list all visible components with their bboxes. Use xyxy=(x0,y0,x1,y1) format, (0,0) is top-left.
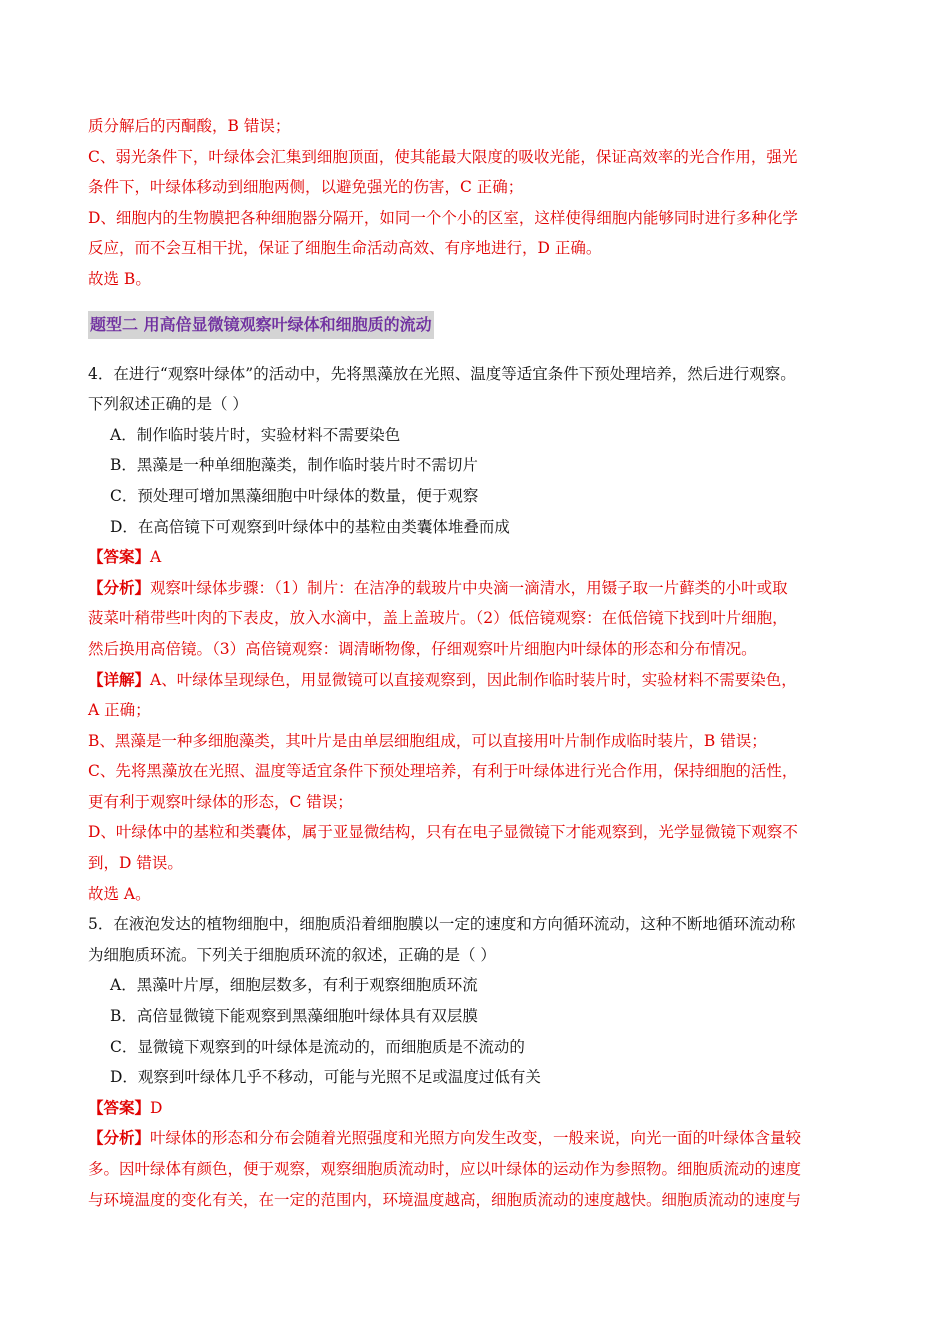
previous-explanation xyxy=(88,111,870,295)
question-5 xyxy=(88,909,870,1215)
detail-text: 到，D 错误。 xyxy=(88,854,183,873)
option-d: D．观察到叶绿体几乎不移动，可能与光照不足或温度过低有关 xyxy=(110,1068,541,1087)
answer-tag: 【答案】 xyxy=(88,547,151,567)
conclusion-line: 故选 B。 xyxy=(88,269,151,288)
detail-text: A、叶绿体呈现绿色，用显微镜可以直接观察到，因此制作临时装片时，实验材料不需要染色， xyxy=(150,670,797,689)
detail-text: B、黑藻是一种多细胞藻类，其叶片是由单层细胞组成，可以直接用叶片制作成临时装片，B 错误； xyxy=(88,731,767,750)
document-page xyxy=(88,111,870,1215)
option-b: B．高倍显微镜下能观察到黑藻细胞叶绿体具有双层膜 xyxy=(110,1007,478,1026)
section-heading xyxy=(88,311,870,339)
answer-value: A xyxy=(150,548,162,567)
analysis-text: 多。因叶绿体有颜色，便于观察，观察细胞质流动时，应以叶绿体的运动作为参照物。细胞质流动的速度 xyxy=(88,1160,802,1178)
analysis-tag: 【分析】 xyxy=(88,577,151,597)
analysis-text: 然后换用高倍镜。（3）高倍镜观察：调清晰物像，仔细观察叶片细胞内叶绿体的形态和分布情况。 xyxy=(88,639,757,658)
analysis-text: 叶绿体的形态和分布会随着光照强度和光照方向发生改变，一般来说，向光一面的叶绿体含量较 xyxy=(150,1129,802,1148)
question-stem: 4．在进行“观察叶绿体”的活动中，先将黑藻放在光照、温度等适宜条件下预处理培养，然后进行观察。 xyxy=(88,364,796,383)
analysis-text: 观察叶绿体步骤：（1）制片：在洁净的载玻片中央滴一滴清水，用镊子取一片藓类的小叶或取 xyxy=(150,578,788,597)
question-4 xyxy=(88,359,870,910)
text-line: C、弱光条件下，叶绿体会汇集到细胞顶面，使其能最大限度的吸收光能，保证高效率的光合作用，强光 xyxy=(88,147,798,166)
option-a: A．黑藻叶片厚，细胞层数多，有利于观察细胞质环流 xyxy=(110,976,478,995)
option-c: C．显微镜下观察到的叶绿体是流动的，而细胞质是不流动的 xyxy=(110,1037,525,1056)
option-c: C．预处理可增加黑藻细胞中叶绿体的数量，便于观察 xyxy=(110,486,479,505)
analysis-line xyxy=(88,573,870,604)
analysis-text: 与环境温度的变化有关，在一定的范围内，环境温度越高，细胞质流动的速度越快。细胞质流动的速度与 xyxy=(88,1190,802,1209)
detail-line xyxy=(88,665,870,696)
detail-text: A 正确； xyxy=(88,701,151,720)
section-title: 题型二 用高倍显微镜观察叶绿体和细胞质的流动 xyxy=(88,311,434,339)
analysis-line xyxy=(88,1123,870,1154)
text-line: D、细胞内的生物膜把各种细胞器分隔开，如同一个个小的区室，这样使得细胞内能够同时进行多种化学 xyxy=(88,208,798,227)
text-line: 质分解后的丙酮酸，B 错误； xyxy=(88,117,291,135)
analysis-text: 菠菜叶稍带些叶肉的下表皮，放入水滴中，盖上盖玻片。（2）低倍镜观察：在低倍镜下找到叶片细胞， xyxy=(88,609,788,628)
answer-value: D xyxy=(150,1098,163,1117)
detail-tag: 【详解】 xyxy=(88,669,151,689)
analysis-tag: 【分析】 xyxy=(88,1128,151,1148)
text-line: 反应，而不会互相干扰，保证了细胞生命活动高效、有序地进行，D 正确。 xyxy=(88,239,602,258)
option-d: D．在高倍镜下可观察到叶绿体中的基粒由类囊体堆叠而成 xyxy=(110,517,510,536)
answer-line xyxy=(88,1093,870,1124)
answer-tag: 【答案】 xyxy=(88,1097,151,1117)
detail-text: D、叶绿体中的基粒和类囊体，属于亚显微结构，只有在电子显微镜下才能观察到，光学显微镜下观察不 xyxy=(88,823,798,842)
question-stem: 5．在液泡发达的植物细胞中，细胞质沿着细胞膜以一定的速度和方向循环流动，这种不断地循环流动称 xyxy=(88,915,796,934)
option-a: A．制作临时装片时，实验材料不需要染色 xyxy=(110,425,401,444)
conclusion-line: 故选 A。 xyxy=(88,884,151,903)
option-b: B．黑藻是一种单细胞藻类，制作临时装片时不需切片 xyxy=(110,456,478,475)
question-stem: 下列叙述正确的是（ ） xyxy=(88,395,248,414)
text-line: 条件下，叶绿体移动到细胞两侧，以避免强光的伤害，C 正确； xyxy=(88,178,524,197)
detail-text: C、先将黑藻放在光照、温度等适宜条件下预处理培养，有利于叶绿体进行光合作用，保持细胞的活性， xyxy=(88,762,798,781)
answer-line xyxy=(88,542,870,573)
question-stem: 为细胞质环流。下列关于细胞质环流的叙述，正确的是（ ） xyxy=(88,945,496,964)
detail-text: 更有利于观察叶绿体的形态，C 错误； xyxy=(88,792,353,811)
